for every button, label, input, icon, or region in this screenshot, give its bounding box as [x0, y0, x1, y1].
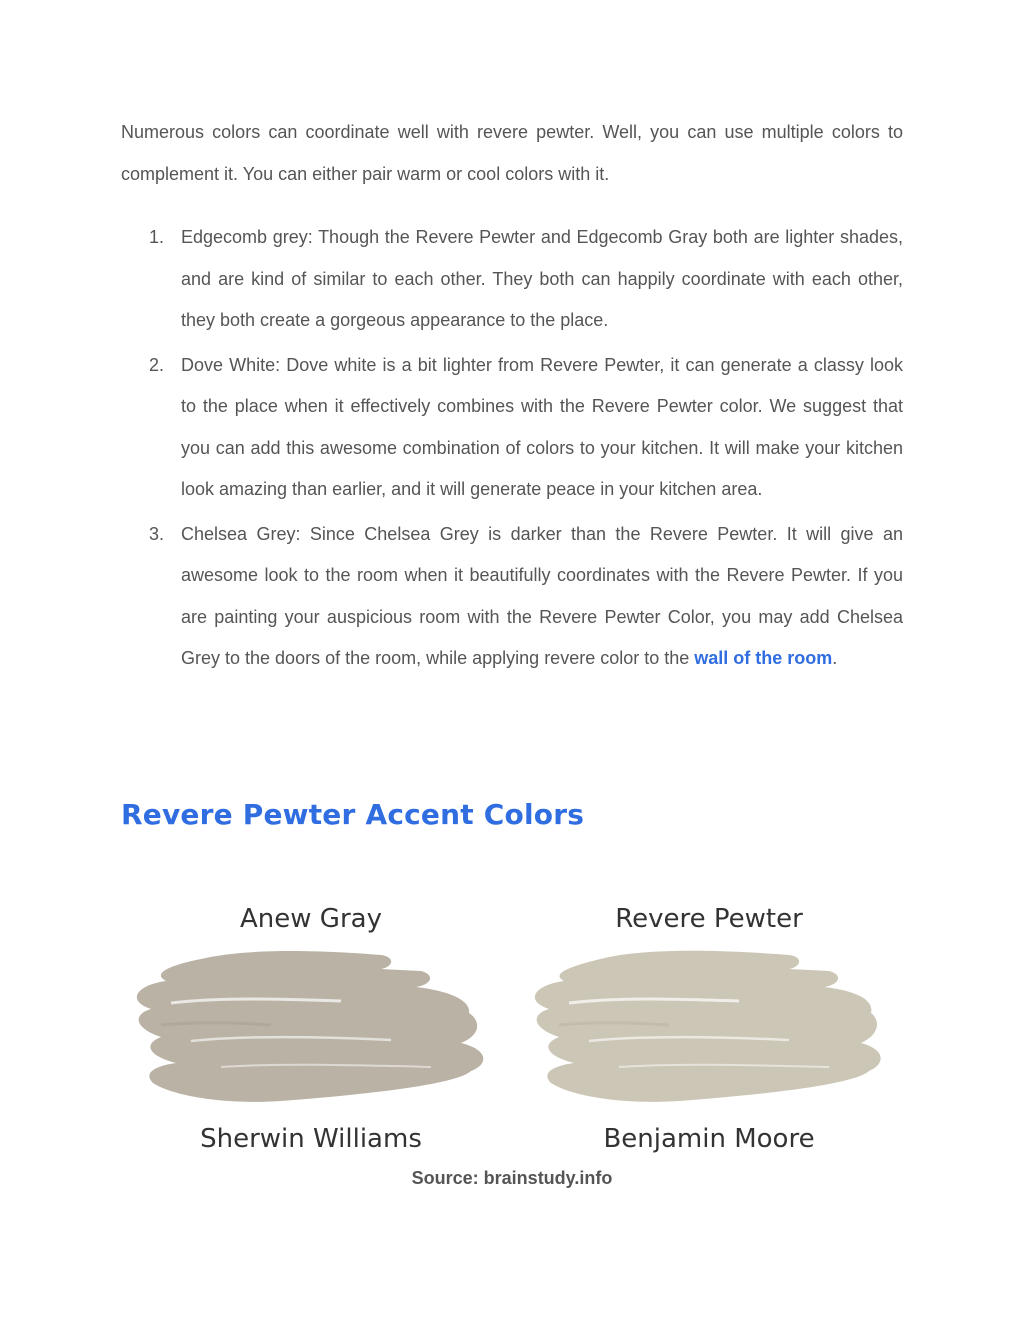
list-item: [121, 514, 903, 680]
list-item-text: Edgecomb grey: Though the Revere Pewter and Edgecomb Gray both are lighter shades, and are kind of similar to each other. They both can happily coordinate with each other, they both create a gorgeous appearance to the place.: [181, 227, 903, 330]
list-item: [121, 217, 903, 342]
paint-swatch-anew-gray: [131, 945, 491, 1115]
article-body: [121, 112, 903, 683]
list-item-text: Dove White: Dove white is a bit lighter from Revere Pewter, it can generate a classy look to the place when it effectively combines with the Revere Pewter color. We suggest that you can add this awesome combination of colors to your kitchen. It will make your kitchen look amazing than earlier, and it will generate peace in your kitchen area.: [181, 354, 903, 499]
swatch-brand: Benjamin Moore: [603, 1124, 815, 1154]
swatch-revere-pewter: [529, 890, 909, 1160]
swatch-name: Anew Gray: [240, 904, 382, 934]
list-item-text: Chelsea Grey: Since Chelsea Grey is darker than the Revere Pewter. It will give an awesome look to the room when it beautifully coordinates with the Revere Pewter. If you are painting your auspicious room with the Revere Pewter Color, you may add Chelsea Grey to the doors of the room, while applying revere color to the: [181, 523, 903, 668]
color-list: [121, 217, 903, 680]
section-heading: Revere Pewter Accent Colors: [121, 798, 585, 831]
paint-stroke-shape: [137, 951, 484, 1102]
swatch-brand: Sherwin Williams: [200, 1124, 422, 1154]
swatch-comparison-image: [121, 890, 903, 1160]
paint-stroke-shape: [535, 951, 881, 1102]
paint-swatch-revere-pewter: [529, 945, 889, 1115]
image-source-caption: Source: brainstudy.info: [411, 1168, 613, 1188]
list-number: 2.: [149, 354, 165, 375]
list-item-text-end: .: [832, 648, 838, 668]
wall-of-the-room-link[interactable]: wall of the room: [694, 648, 833, 668]
list-number: 3.: [149, 523, 165, 544]
swatch-name: Revere Pewter: [615, 904, 803, 934]
list-item: [121, 345, 903, 511]
intro-paragraph: Numerous colors can coordinate well with revere pewter. Well, you can use multiple colors to complement it. You can either pair warm or cool colors with it.: [121, 122, 903, 184]
list-number: 1.: [149, 227, 165, 247]
swatch-anew-gray: [131, 890, 511, 1160]
